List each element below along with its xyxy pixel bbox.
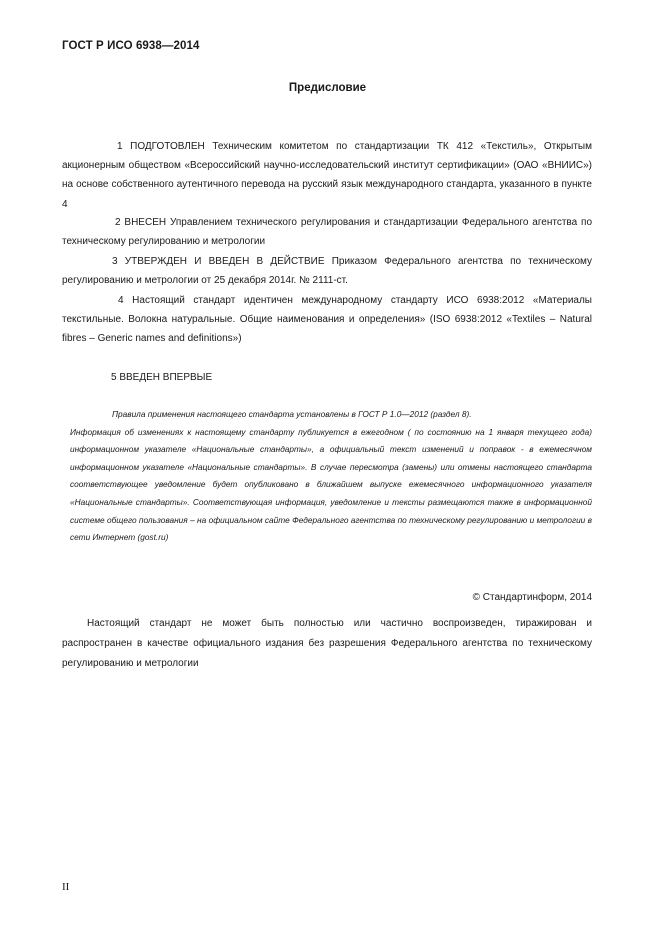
page-title-text: Предисловие — [288, 82, 367, 94]
paragraph-prepared: 1 ПОДГОТОВЛЕН Техническим комитетом по стандартизации ТК 412 «Текстиль», Открытым акционерным обществом «Всероссийский научно-исследовательский институт сертификации» (ОАО «ВНИИС») на основе собственного аутентичного перевода на русский язык международного стандарта, указанного в пункте 4 — [62, 141, 592, 210]
page-number: II — [62, 881, 70, 893]
usage-note-rule: Правила применения настоящего стандарта установлены в ГОСТ Р 1.0—2012 (раздел 8). — [112, 409, 472, 419]
reproduction-notice: Настоящий стандарт не может быть полностью или частично воспроизведен, тиражирован и распространен в качестве официального издания без разрешения Федерального агентства по техническому регулированию и метрологии — [62, 618, 592, 669]
paragraph-approved: 3 УТВЕРЖДЕН И ВВЕДЕН В ДЕЙСТВИЕ Приказом Федерального агентства по техническому регулированию и метрологии от 25 декабря 2014г. № 2111-ст. — [62, 256, 592, 287]
usage-note — [70, 406, 592, 547]
paragraph-identical: 4 Настоящий стандарт идентичен международному стандарту ИСО 6938:2012 «Материалы текстильные. Волокна натуральные. Общие наименования и определения» (ISO 6938:2012 «Textiles – Natural fibres – Generic names and definitions») — [62, 295, 592, 345]
document-code: ГОСТ Р ИСО 6938—2014 — [62, 40, 200, 52]
page-title — [0, 82, 661, 94]
paragraph-first-introduced: 5 ВВЕДЕН ВПЕРВЫЕ — [111, 372, 213, 383]
copyright: © Стандартинформ, 2014 — [472, 592, 592, 603]
paragraph-introduced: 2 ВНЕСЕН Управлением технического регулирования и стандартизации Федерального агентства по техническому регулированию и метрологии — [62, 217, 592, 248]
usage-note-info: Информация об изменениях к настоящему стандарту публикуется в ежегодном ( по состоянию на 1 января текущего года) информационном указателе «Национальные стандарты», а официальный текст изменений и поправок - в ежемесячном информационном указателе «Национальные стандарты». В случае пересмотра (замены) или отмены настоящего стандарта соответствующее уведомление будет опубликовано в ближайшем выпуске ежемесячного информационного указателя «Национальные стандарты». Соответствующая информация, уведомление и тексты размещаются также в информационной системе общего пользования – на официальном сайте Федерального агентства по техническому регулированию и метрологии в сети Интернет (gost.ru) — [70, 426, 592, 543]
